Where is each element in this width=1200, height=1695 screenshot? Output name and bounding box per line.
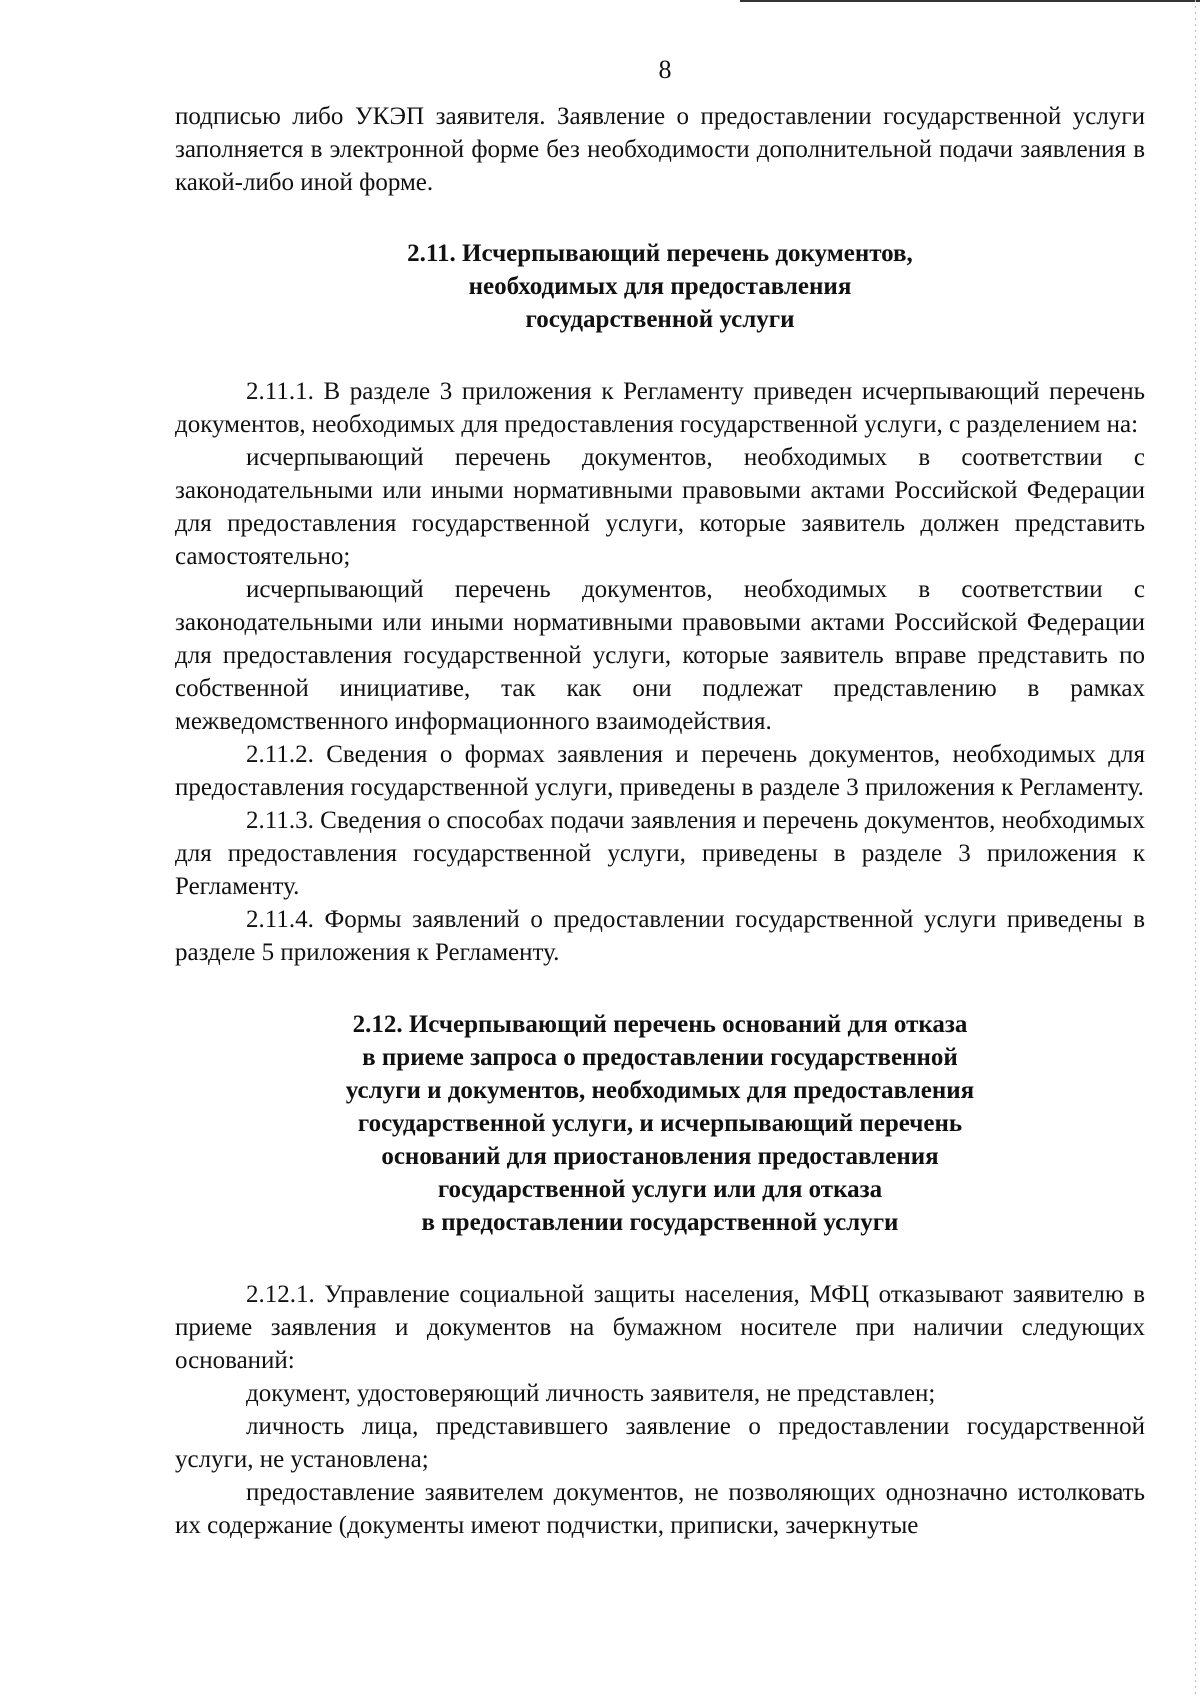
- heading-line: государственной услуги: [525, 306, 795, 333]
- heading-line: 2.12. Исчерпывающий перечень оснований для отказа: [352, 1011, 968, 1038]
- paragraph-2-11-2: 2.11.2. Сведения о формах заявления и перечень документов, необходимых для предоставления государственной услуги, приведены в разделе 3 приложения к Регламенту.: [175, 741, 1145, 801]
- paragraph-2-11-3: 2.11.3. Сведения о способах подачи заявления и перечень документов, необходимых для предоставления государственной услуги, приведены в разделе 3 приложения к Регламенту.: [175, 807, 1145, 900]
- paragraph-mandatory-docs: исчерпывающий перечень документов, необходимых в соответствии с законодательными или иными нормативными правовыми актами Российской Федерации для предоставления государственной услуги, которые заявитель должен представить самостоятельно;: [175, 444, 1145, 570]
- paragraph-2-11-1: 2.11.1. В разделе 3 приложения к Регламенту приведен исчерпывающий перечень документов, необходимых для предоставления государственной услуги, с разделением на:: [175, 378, 1145, 438]
- heading-line: услуги и документов, необходимых для предоставления: [345, 1077, 975, 1104]
- section-2-11-heading: [175, 237, 1145, 336]
- page-number: 8: [658, 55, 672, 84]
- intro-paragraph: подписью либо УКЭП заявителя. Заявление о предоставлении государственной услуги заполняется в электронной форме без необходимости дополнительной подачи заявления в какой-либо иной форме.: [175, 103, 1145, 196]
- paragraph-2-11-4: 2.11.4. Формы заявлений о предоставлении государственной услуги приведены в разделе 5 приложения к Регламенту.: [175, 906, 1145, 966]
- paragraph-optional-docs: исчерпывающий перечень документов, необходимых в соответствии с законодательными или иными нормативными правовыми актами Российской Федерации для предоставления государственной услуги, которые заявитель вправе представить по собственной инициативе, так как они подлежат представлению в рамках межведомственного информационного взаимодействия.: [175, 576, 1145, 735]
- heading-line: необходимых для предоставления: [468, 273, 852, 300]
- heading-line: государственной услуги, и исчерпывающий перечень: [357, 1110, 963, 1137]
- heading-line: в предоставлении государственной услуги: [421, 1209, 899, 1236]
- scan-edge: [1195, 0, 1196, 1695]
- document-page: [175, 52, 1145, 1542]
- section-2-12-heading: [175, 1008, 1145, 1239]
- heading-line: государственной услуги или для отказа: [437, 1176, 883, 1203]
- heading-line: в приеме запроса о предоставлении государственной: [362, 1044, 958, 1071]
- heading-line: 2.11. Исчерпывающий перечень документов,: [407, 240, 913, 267]
- paragraph-identity-doc: документ, удостоверяющий личность заявителя, не представлен;: [246, 1380, 936, 1407]
- paragraph-identity-unverified: личность лица, представившего заявление о предоставлении государственной услуги, не установлена;: [175, 1413, 1145, 1473]
- heading-line: оснований для приостановления предоставления: [381, 1143, 939, 1170]
- top-edge-rule: [740, 0, 1200, 2]
- paragraph-2-12-1: 2.12.1. Управление социальной защиты населения, МФЦ отказывают заявителю в приеме заявления и документов на бумажном носителе при наличии следующих оснований:: [175, 1281, 1145, 1374]
- paragraph-ambiguous-docs: предоставление заявителем документов, не позволяющих однозначно истолковать их содержание (документы имеют подчистки, приписки, зачеркнутые: [175, 1479, 1145, 1539]
